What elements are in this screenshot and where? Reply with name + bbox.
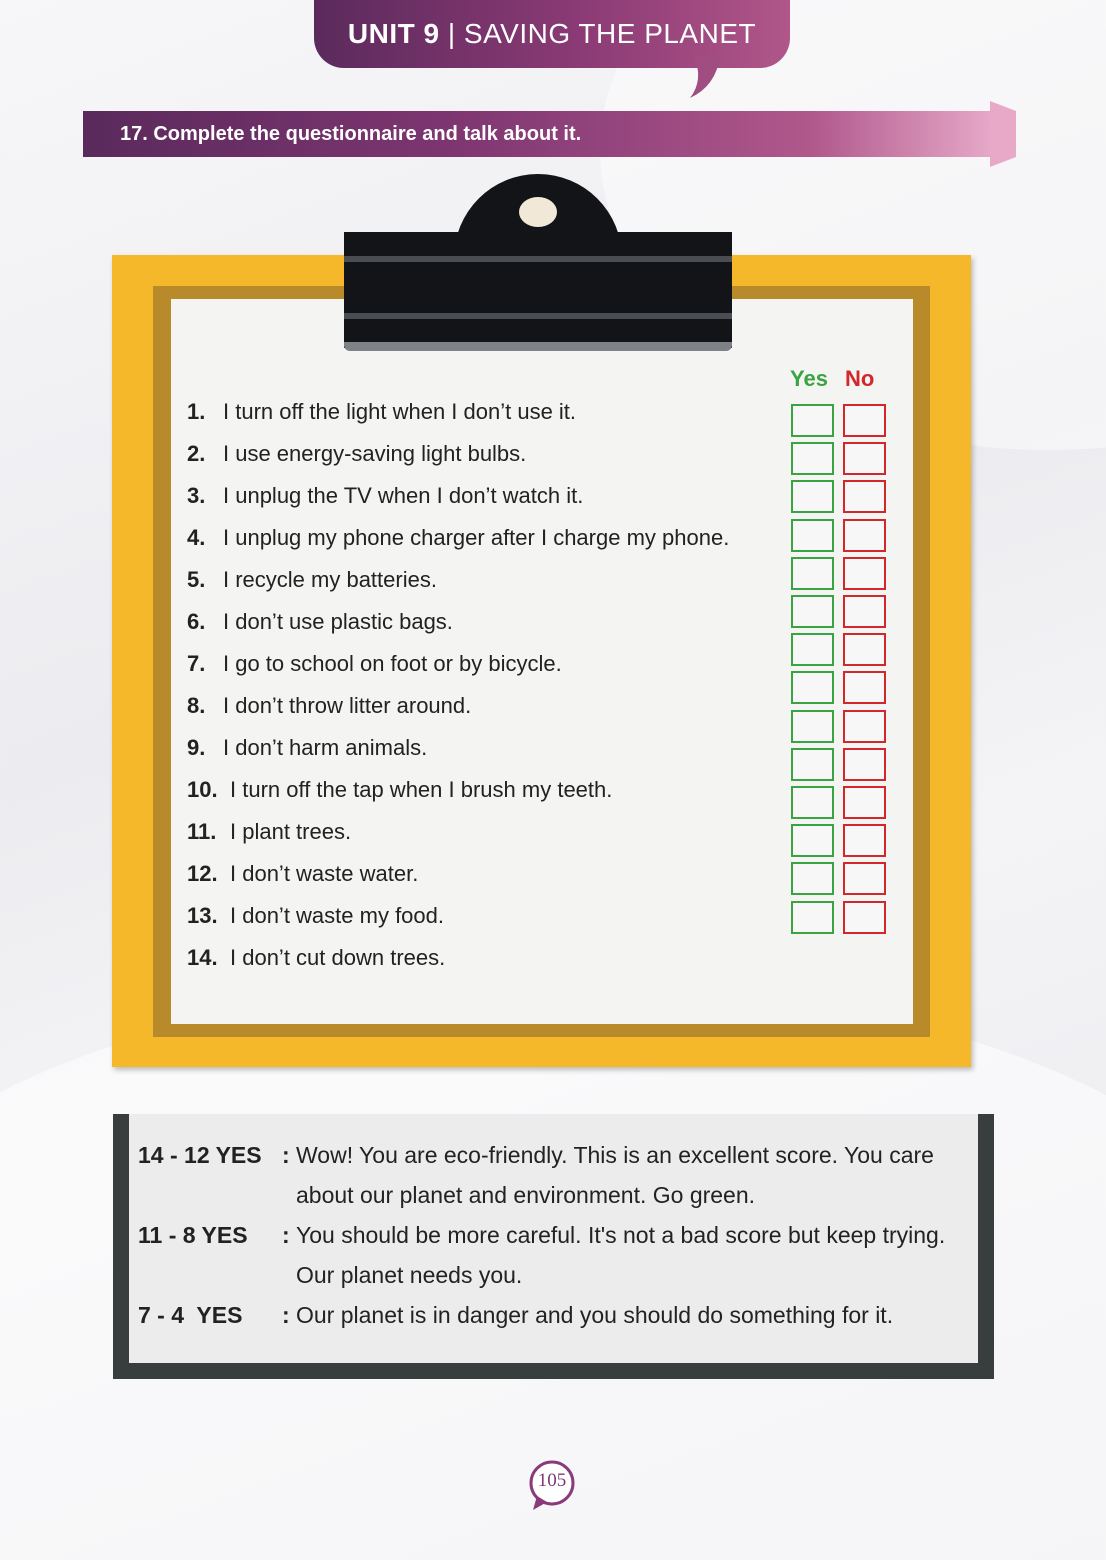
yes-column-header: Yes	[790, 366, 828, 391]
no-checkbox[interactable]	[843, 862, 886, 895]
question-text: I turn off the light when I don’t use it.	[223, 399, 577, 424]
no-checkbox[interactable]	[843, 824, 886, 857]
score-description: about our planet and environment. Go green.	[296, 1182, 756, 1208]
question-number: 7.	[187, 651, 206, 676]
yes-checkbox[interactable]	[791, 480, 834, 513]
unit-number: UNIT 9	[347, 18, 440, 49]
no-checkbox[interactable]	[843, 633, 886, 666]
score-range: 7 - 4 YES	[138, 1302, 243, 1328]
no-checkbox[interactable]	[843, 671, 886, 704]
question-item	[187, 732, 427, 764]
question-item	[187, 396, 576, 428]
score-range: 14 - 12 YES	[138, 1142, 262, 1168]
yes-checkbox[interactable]	[791, 824, 834, 857]
question-number: 14.	[187, 945, 218, 970]
score-description: Our planet needs you.	[296, 1262, 523, 1288]
no-checkbox[interactable]	[843, 519, 886, 552]
question-text: I don’t use plastic bags.	[223, 609, 453, 634]
yes-checkbox[interactable]	[791, 671, 834, 704]
yes-checkbox[interactable]	[791, 901, 834, 934]
question-item	[187, 564, 437, 596]
yes-checkbox[interactable]	[791, 557, 834, 590]
yes-checkbox[interactable]	[791, 786, 834, 819]
question-item	[187, 858, 418, 890]
question-item	[187, 900, 444, 932]
question-number: 2.	[187, 441, 206, 466]
no-checkbox[interactable]	[843, 480, 886, 513]
yes-checkbox[interactable]	[791, 748, 834, 781]
unit-separator: |	[439, 18, 464, 49]
question-number: 10.	[187, 777, 218, 802]
question-item	[187, 942, 445, 974]
question-number: 12.	[187, 861, 218, 886]
question-text: I plant trees.	[230, 819, 352, 844]
yes-checkbox[interactable]	[791, 519, 834, 552]
score-colon: :	[282, 1302, 290, 1328]
no-checkbox[interactable]	[843, 557, 886, 590]
no-checkbox[interactable]	[843, 786, 886, 819]
question-number: 11.	[187, 819, 217, 844]
instruction-text: 17. Complete the questionnaire and talk about it.	[120, 122, 582, 145]
no-checkbox[interactable]	[843, 595, 886, 628]
question-item	[187, 648, 562, 680]
question-text: I unplug my phone charger after I charge my phone.	[223, 525, 730, 550]
unit-title: SAVING THE PLANET	[463, 18, 757, 49]
clip-stripe	[344, 313, 732, 319]
question-number: 9.	[187, 735, 206, 760]
no-column-header: No	[845, 366, 875, 391]
no-checkbox[interactable]	[843, 901, 886, 934]
question-text: I don’t throw litter around.	[223, 693, 472, 718]
question-number: 8.	[187, 693, 206, 718]
score-description: Wow! You are eco-friendly. This is an excellent score. You care	[296, 1142, 934, 1168]
score-colon: :	[282, 1222, 290, 1248]
score-description: Our planet is in danger and you should do something for it.	[296, 1302, 894, 1328]
question-number: 1.	[187, 399, 206, 424]
question-item	[187, 522, 729, 554]
no-checkbox[interactable]	[843, 404, 886, 437]
question-text: I turn off the tap when I brush my teeth.	[230, 777, 613, 802]
question-item	[187, 816, 351, 848]
yes-checkbox[interactable]	[791, 442, 834, 475]
yes-checkbox[interactable]	[791, 710, 834, 743]
score-colon: :	[282, 1142, 290, 1168]
clip-hole	[519, 197, 557, 227]
clip-stripe	[344, 256, 732, 262]
question-item	[187, 480, 583, 512]
yes-checkbox[interactable]	[791, 862, 834, 895]
yes-checkbox[interactable]	[791, 633, 834, 666]
question-text: I unplug the TV when I don’t watch it.	[223, 483, 584, 508]
question-text: I use energy-saving light bulbs.	[223, 441, 527, 466]
no-checkbox[interactable]	[843, 710, 886, 743]
yes-checkbox[interactable]	[791, 595, 834, 628]
score-description: You should be more careful. It's not a bad score but keep trying.	[296, 1222, 946, 1248]
question-item	[187, 690, 471, 722]
question-text: I go to school on foot or by bicycle.	[223, 651, 562, 676]
question-number: 13.	[187, 903, 218, 928]
question-number: 5.	[187, 567, 206, 592]
question-item	[187, 774, 612, 806]
question-item	[187, 606, 453, 638]
no-checkbox[interactable]	[843, 442, 886, 475]
question-number: 3.	[187, 483, 206, 508]
clip-base	[344, 342, 732, 351]
yes-checkbox[interactable]	[791, 404, 834, 437]
question-number: 6.	[187, 609, 206, 634]
speech-tail-icon	[690, 56, 720, 98]
question-text: I recycle my batteries.	[223, 567, 437, 592]
question-number: 4.	[187, 525, 206, 550]
score-range: 11 - 8 YES	[138, 1222, 248, 1248]
question-item	[187, 438, 526, 470]
no-checkbox[interactable]	[843, 748, 886, 781]
clip-body	[344, 232, 732, 348]
question-text: I don’t waste my food.	[230, 903, 444, 928]
banner-arrow-icon	[990, 101, 1016, 167]
question-text: I don’t cut down trees.	[230, 945, 446, 970]
question-text: I don’t waste water.	[230, 861, 419, 886]
page-number: 105	[537, 1470, 567, 1491]
instruction-banner	[83, 111, 993, 157]
question-text: I don’t harm animals.	[223, 735, 428, 760]
